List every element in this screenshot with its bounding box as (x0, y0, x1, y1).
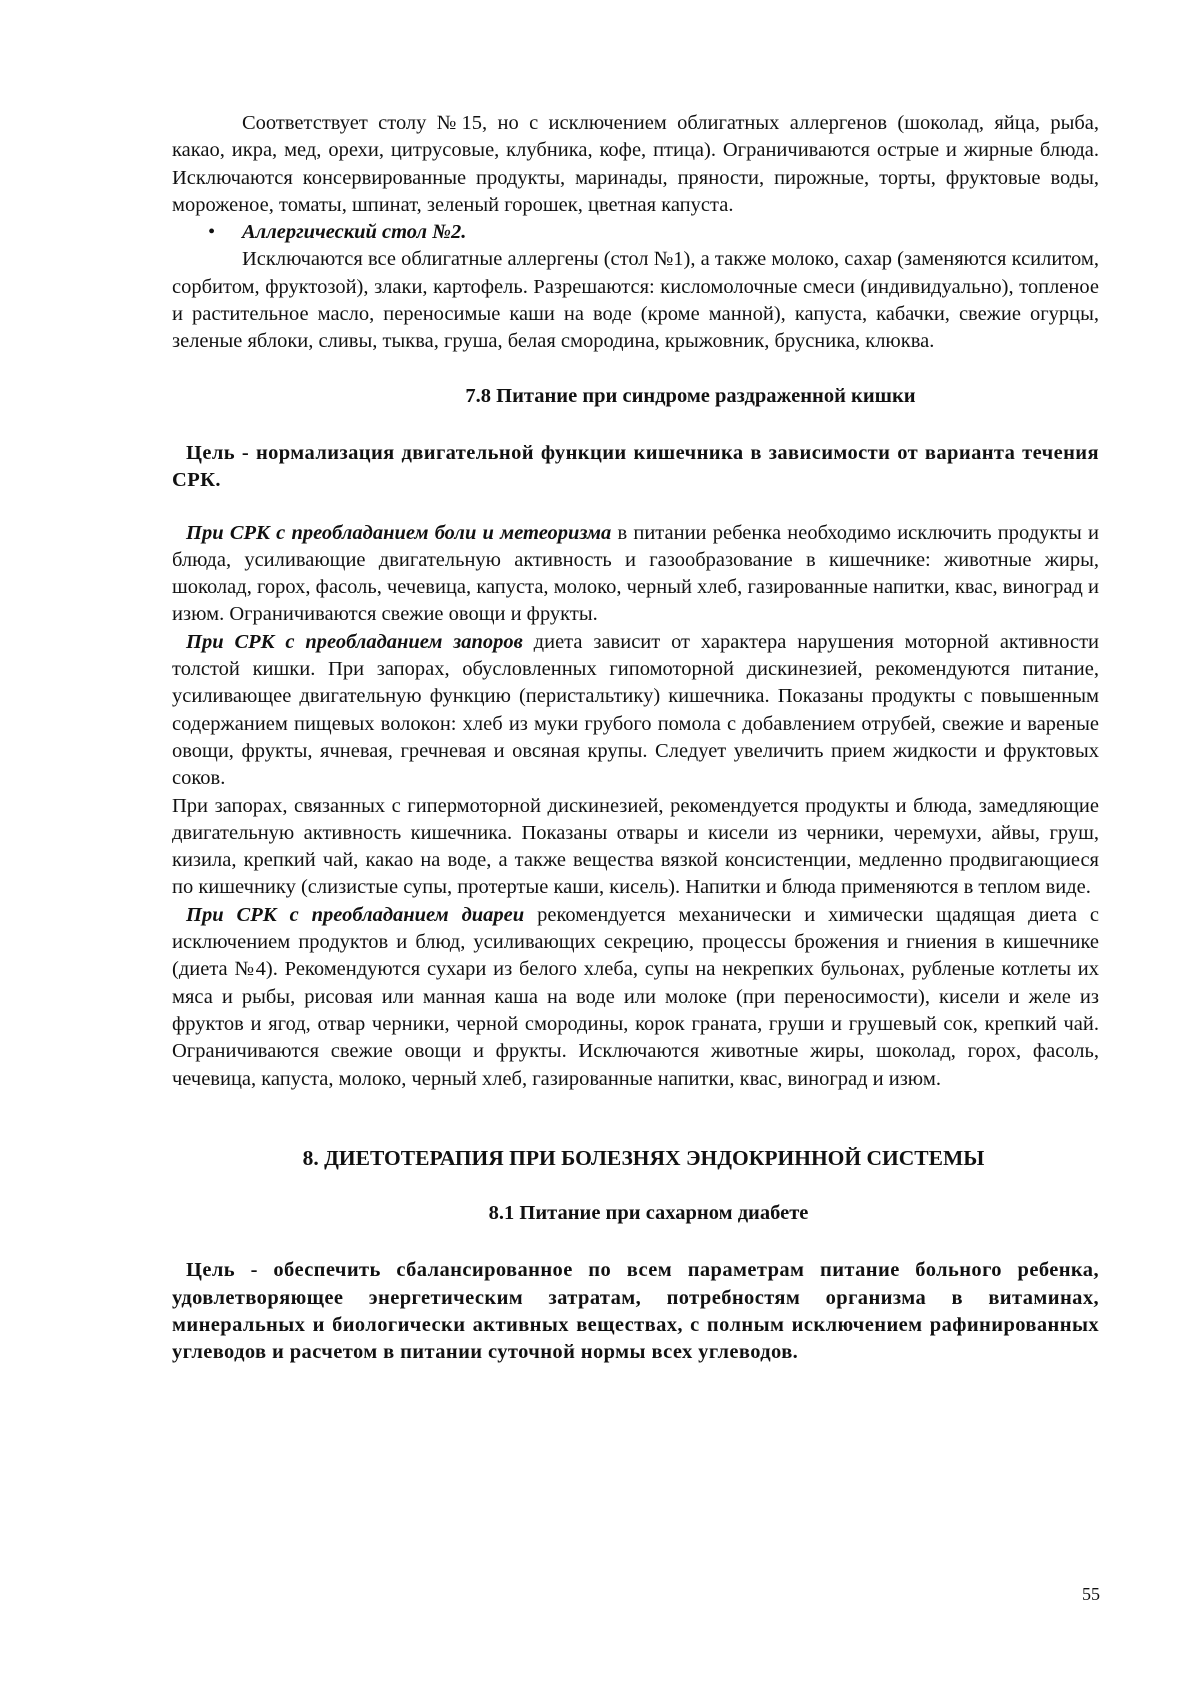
diarrhea-lead: При СРК с преобладанием диареи (186, 903, 525, 926)
hypermotor-paragraph: При запорах, связанных с гипермоторной дискинезией, рекомендуется продукты и блюда, замедляющие двигательную активность кишечника. Показаны отвары и кисели из черники, черемухи, айвы, груш, кизила, крепкий чай, какао на воде, а также вещества вязкой консистенции, медленно продвигающиеся по кишечнику (слизистые супы, протертые каши, кисель). Напитки и блюда применяются в теплом виде. (172, 794, 1099, 899)
section-8-1-heading: 8.1 Питание при сахарном диабете (488, 1202, 809, 1225)
pain-lead: При СРК с преобладанием боли и метеоризма (186, 521, 612, 544)
pain-text: в питании ребенка необходимо исключить продукты и блюда, усиливающие двигательную активность и газообразование в кишечнике: животные жиры, шоколад, горох, фасоль, чечевица, капуста, молоко, черный хлеб, газированные напитки, квас, виноград и изюм. Ограничиваются свежие овощи и фрукты. (172, 521, 1099, 626)
intro-paragraph-2: Исключаются все облигатные аллергены (стол №1), а также молоко, сахар (заменяются ксилитом, сорбитом, фруктозой), злаки, картофель. Разрешаются: кисломолочные смеси (индивидуально), топленое и растительное масло, переносимые каши на воде (кроме манной), капуста, кабачки, свежие огурцы, зеленые яблоки, сливы, тыква, груша, белая смородина, крыжовник, брусника, клюква. (172, 248, 1099, 353)
pain-paragraph (172, 520, 1099, 629)
section-8-goal: Цель - обеспечить сбалансированное по всем параметрам питание больного ребенка, удовлетворяющее энергетическим затратам, потребностям организма в витаминах, минеральных и биологически активных веществах, с полным исключением рафинированных углеводов и расчетом в питании суточной нормы всех углеводов. (172, 1259, 1099, 1364)
constipation-paragraph (172, 629, 1099, 793)
intro-paragraph-1: Соответствует столу №15, но с исключением облигатных аллергенов (шоколад, яйца, рыба, какао, икра, мед, орехи, цитрусовые, клубника, кофе, птица). Ограничиваются острые и жирные блюда. Исключаются консервированные продукты, маринады, пряности, пирожные, торты, фруктовые воды, мороженое, томаты, шпинат, зеленый горошек, цветная капуста. (172, 112, 1099, 216)
bullet-item-allergic-table-2 (208, 219, 1099, 246)
bullet-title: Аллергический стол №2. (242, 221, 467, 244)
diarrhea-text: рекомендуется механически и химически щадящая диета с исключением продуктов и блюд, усиливающих секрецию, процессы брожения и гниения в кишечнике (диета №4). Рекомендуются сухари из белого хлеба, супы на некрепких бульонах, рубленые котлеты их мяса и рыбы, рисовая или манная каша на воде или молоке (при переносимости), кисели и желе из фруктов и ягод, отвар черники, черной смородины, корок граната, груши и грушевый сок, крепкий чай. Ограничиваются свежие овощи и фрукты. Исключаются животные жиры, шоколад, горох, фасоль, чечевица, капуста, молоко, черный хлеб, газированные напитки, квас, виноград и изюм. (172, 903, 1100, 1090)
page-number: 55 (1082, 1584, 1100, 1604)
bullet-icon: • (208, 221, 216, 244)
constipation-lead: При СРК с преобладанием запоров (186, 630, 523, 653)
constipation-text: диета зависит от характера нарушения моторной активности толстой кишки. При запорах, обусловленных гипомоторной дискинезией, рекомендуются питание, усиливающее двигательную функцию (перистальтику) кишечника. Показаны продукты с повышенным содержанием пищевых волокон: хлеб из муки грубого помола с добавлением отрубей, свежие и вареные овощи, фрукты, ячневая, гречневая и овсяная крупы. Следует увеличить прием жидкости и фруктовых соков. (172, 630, 1099, 790)
section-7-8-heading: 7.8 Питание при синдроме раздраженной кишки (465, 384, 916, 407)
section-7-8-goal: Цель - нормализация двигательной функции кишечника в зависимости от варианта течения СРК. (172, 441, 1099, 492)
document-page (172, 110, 1099, 1367)
section-8-heading: 8. ДИЕТОТЕРАПИЯ ПРИ БОЛЕЗНЯХ ЭНДОКРИННОЙ СИСТЕМЫ (302, 1145, 985, 1170)
diarrhea-paragraph (172, 902, 1099, 1093)
